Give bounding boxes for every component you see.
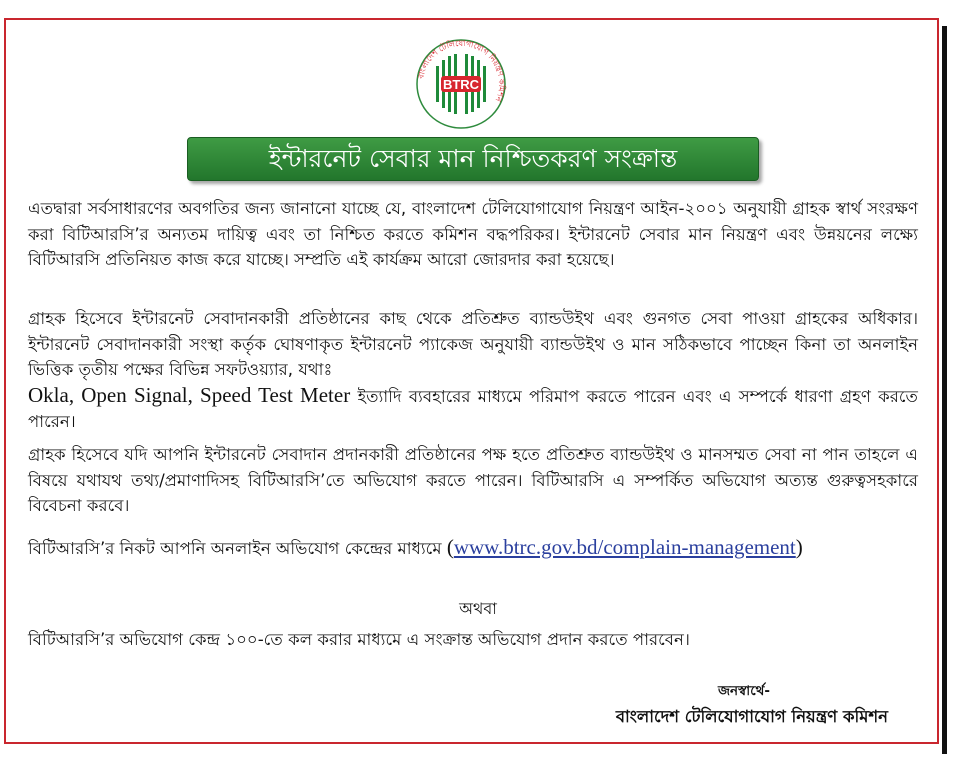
paragraph-online-complaint bbox=[28, 535, 918, 562]
speed-test-apps: Okla, Open Signal, Speed Test Meter bbox=[28, 382, 351, 407]
paragraph-consumer-rights bbox=[28, 306, 918, 435]
logo-acronym: BTRC bbox=[442, 77, 480, 92]
close-paren: ) bbox=[795, 535, 803, 559]
paragraph-complaint: গ্রাহক হিসেবে যদি আপনি ইন্টারনেট সেবাদান প্রদানকারী প্রতিষ্ঠানের পক্ষ হতে প্রতিশ্রুত ব্যান্ডউইথ ও মানসম্মত সেবা না পান তাহলে এ বিষয়ে যথাযথ তথ্য/প্রমাণাদিসহ বিটিআরসি’তে অভিযোগ করতে পারেন। বিটিআরসি এ সম্পর্কিত অভিযোগ অত্যন্ত গুরুত্বসহকারে বিবেচনা করবে। bbox=[28, 445, 918, 515]
open-paren: ( bbox=[446, 535, 454, 559]
p2-text-after: ইত্যাদি ব্যবহারের মাধ্যমে পরিমাপ করতে পারেন এবং এ সম্পর্কে ধারণা গ্রহণ করতে পারেন। bbox=[28, 386, 919, 431]
p2-text-before: গ্রাহক হিসেবে ইন্টারনেট সেবাদানকারী প্রতিষ্ঠানের কাছ থেকে প্রতিশ্রুত ব্যান্ডউইথ এবং গুনগত সেবা পাওয়া গ্রাহকের অধিকার। ইন্টারনেট সেবাদানকারী সংস্থা কর্তৃক ঘোষণাকৃত ইন্টারনেট প্যাকেজ অনুযায়ী ব্যান্ডউইথ ও মান সঠিকভাবে পাচ্ছেন কিনা তা অনলাইন ভিত্তিক তৃতীয় পক্ষের বিভিন্ন সফটওয়্যার, যথাঃ bbox=[28, 309, 918, 379]
p4-text: বিটিআরসি’র নিকট আপনি অনলাইন অভিযোগ কেন্দ্রের মাধ্যমে bbox=[28, 539, 442, 558]
or-separator: অথবা bbox=[459, 599, 497, 618]
complaint-portal-link[interactable]: www.btrc.gov.bd/complain-management bbox=[453, 535, 796, 559]
logo-ring-text: বাংলাদেশ টেলিযোগাযোগ নিয়ন্ত্রণ কমিশন bbox=[416, 38, 507, 104]
paragraph-legal-basis: এতদ্বারা সর্বসাধারণের অবগতির জন্য জানানো যাচ্ছে যে, বাংলাদেশ টেলিযোগাযোগ নিয়ন্ত্রণ আইন-২০০১ অনুযায়ী গ্রাহক স্বার্থ সংরক্ষণ করা বিটিআরসি’র অন্যতম দায়িত্ব এবং তা নিশ্চিত করতে কমিশন বদ্ধপরিকর। ইন্টারনেট সেবার মান নিয়ন্ত্রণ এবং উন্নয়নের লক্ষ্যে বিটিআরসি প্রতিনিয়ত কাজ করে যাচ্ছে। সম্প্রতি এই কার্যক্রম আরো জোরদার করা হয়েছে। bbox=[28, 199, 918, 269]
notice-title: ইন্টারনেট সেবার মান নিশ্চিতকরণ সংক্রান্ত bbox=[268, 144, 678, 173]
paragraph-call-center: বিটিআরসি’র অভিযোগ কেন্দ্র ১০০-তে কল করার মাধ্যমে এ সংক্রান্ত অভিযোগ প্রদান করতে পারবেন। bbox=[28, 630, 690, 649]
signature-public-interest: জনস্বার্থে- bbox=[717, 683, 770, 699]
btrc-logo bbox=[409, 36, 513, 132]
signature-commission-name: বাংলাদেশ টেলিযোগাযোগ নিয়ন্ত্রণ কমিশন bbox=[615, 707, 888, 726]
notice-title-banner bbox=[187, 137, 759, 181]
